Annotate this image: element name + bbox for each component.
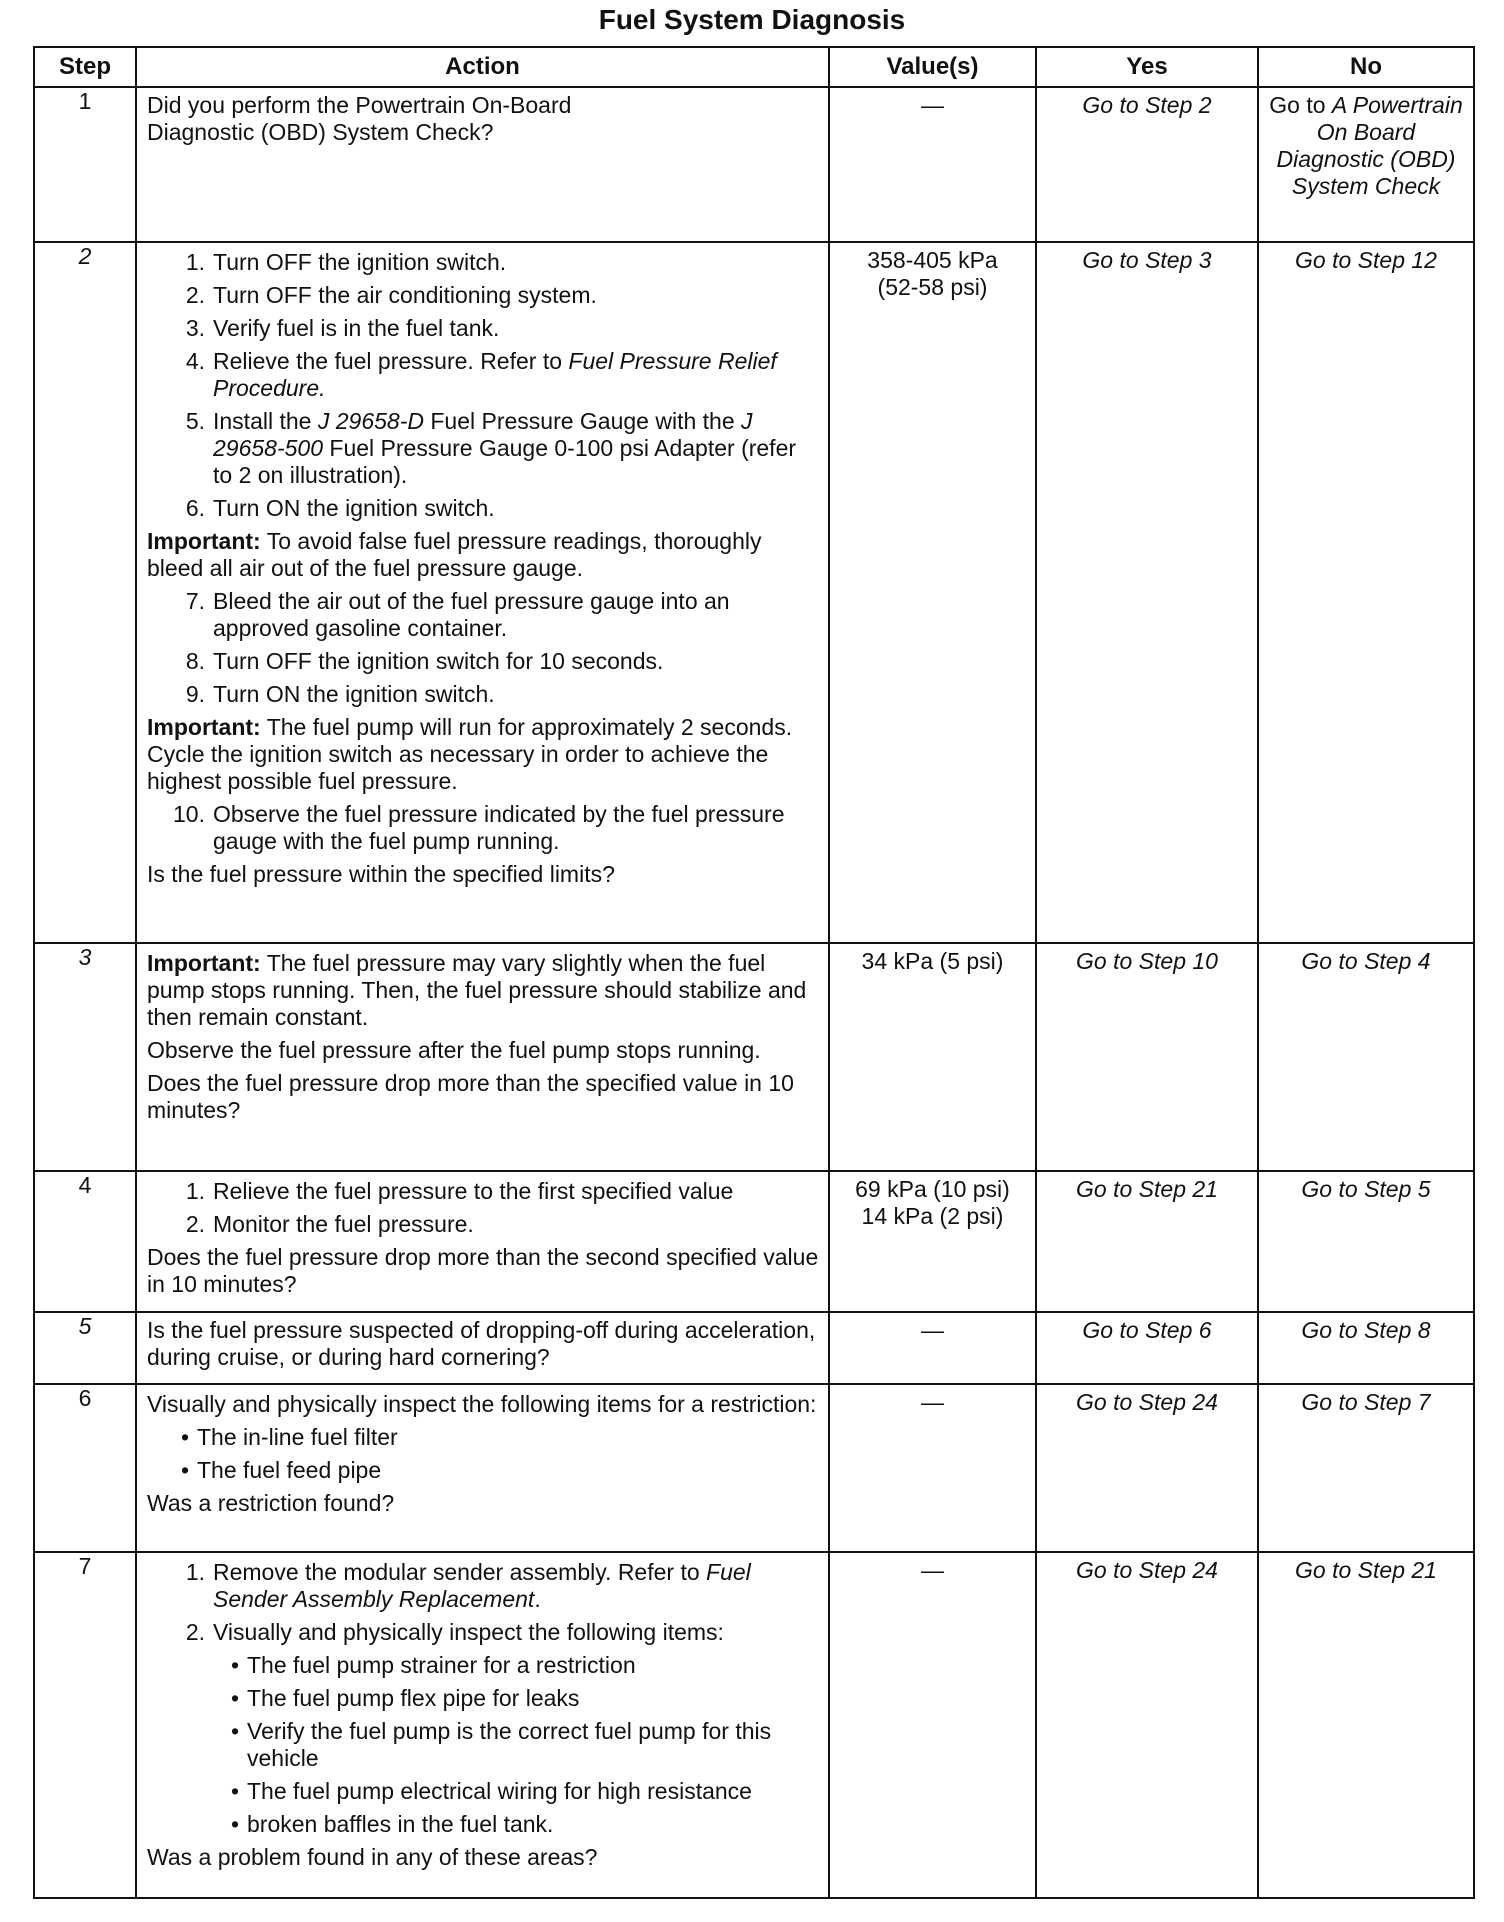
table-row-step-5 xyxy=(34,1312,1474,1384)
value-second: 14 kPa (2 psi) xyxy=(861,1203,1004,1229)
step-number: 5 xyxy=(34,1312,136,1384)
tool-number: J 29658-D xyxy=(317,408,424,434)
action-cell xyxy=(136,1171,829,1312)
list-item: • Verify the fuel pump is the correct fuel pump for this vehicle xyxy=(230,1718,772,1771)
header-no: No xyxy=(1258,47,1474,87)
yes-cell: Go to Step 6 xyxy=(1036,1312,1258,1384)
value-cell xyxy=(829,242,1036,943)
value-psi: (52-58 psi) xyxy=(877,274,988,300)
important-note: Important: To avoid false fuel pressure readings, thoroughly bleed all air out of the fuel pressure gauge. xyxy=(147,528,762,581)
step-number: 4 xyxy=(34,1171,136,1312)
list-item: 8. Turn OFF the ignition switch for 10 seconds. xyxy=(185,648,664,674)
no-cell: Go to Step 21 xyxy=(1258,1552,1474,1898)
value-cell: — xyxy=(829,87,1036,242)
list-item: 10. Observe the fuel pressure indicated by the fuel pressure gauge with the fuel pump running. xyxy=(173,801,785,854)
action-cell xyxy=(136,943,829,1171)
header-values: Value(s) xyxy=(829,47,1036,87)
obd-check-reference: A Powertrain On Board Diagnostic (OBD) System Check xyxy=(1276,92,1463,199)
fuel-pressure-relief-reference: Fuel Pressure Relief Procedure. xyxy=(213,348,777,401)
action-question: Does the fuel pressure drop more than the second specified value in 10 minutes? xyxy=(147,1244,819,1297)
list-item: 2. Turn OFF the air conditioning system. xyxy=(185,282,597,308)
no-cell: Go to Step 8 xyxy=(1258,1312,1474,1384)
header-action: Action xyxy=(136,47,829,87)
tool-number: J 29658-500 xyxy=(213,408,753,461)
yes-cell: Go to Step 10 xyxy=(1036,943,1258,1171)
list-item: 2. Monitor the fuel pressure. xyxy=(185,1211,474,1237)
list-item: 9. Turn ON the ignition switch. xyxy=(185,681,495,707)
list-item: • The fuel feed pipe xyxy=(180,1457,382,1483)
header-yes: Yes xyxy=(1036,47,1258,87)
action-text: Observe the fuel pressure after the fuel pump stops running. xyxy=(147,1037,761,1063)
action-question: Was a restriction found? xyxy=(147,1490,395,1516)
table-row-step-4 xyxy=(34,1171,1474,1312)
table-row-step-7 xyxy=(34,1552,1474,1898)
step-number: 3 xyxy=(34,943,136,1171)
no-cell: Go to Step 7 xyxy=(1258,1384,1474,1552)
step-number: 6 xyxy=(34,1384,136,1552)
value-cell: — xyxy=(829,1312,1036,1384)
list-item: 1. Remove the modular sender assembly. Refer to Fuel Sender Assembly Replacement. xyxy=(185,1559,751,1612)
action-cell xyxy=(136,1384,829,1552)
header-row xyxy=(34,47,1474,87)
action-question: Is the fuel pressure within the specified limits? xyxy=(147,861,615,887)
no-cell: Go to Step 4 xyxy=(1258,943,1474,1171)
step-number: 7 xyxy=(34,1552,136,1898)
list-item: • broken baffles in the fuel tank. xyxy=(230,1811,554,1837)
step-number: 1 xyxy=(34,87,136,242)
no-prefix: Go to xyxy=(1269,92,1332,118)
value-cell: — xyxy=(829,1384,1036,1552)
yes-cell: Go to Step 21 xyxy=(1036,1171,1258,1312)
sender-replacement-reference: Fuel Sender Assembly Replacement xyxy=(213,1559,751,1612)
table-row-step-3 xyxy=(34,943,1474,1171)
important-note: Important: The fuel pump will run for approximately 2 seconds. Cycle the ignition switch as necessary in order to achieve the highest possible fuel pressure. xyxy=(147,714,793,794)
list-item: • The fuel pump electrical wiring for high resistance xyxy=(230,1778,752,1804)
action-cell xyxy=(136,1312,829,1384)
important-note: Important: The fuel pressure may vary slightly when the fuel pump stops running. Then, the fuel pressure should stabilize and then remain constant. xyxy=(147,950,807,1030)
value-cell xyxy=(829,1171,1036,1312)
list-item: 5. Install the J 29658-D Fuel Pressure Gauge with the J 29658-500 Fuel Pressure Gauge 0-100 psi Adapter (refer to 2 on illustration). xyxy=(185,408,797,488)
action-cell xyxy=(136,87,829,242)
action-question: Is the fuel pressure suspected of dropping-off during acceleration, during cruise, or during hard cornering? xyxy=(147,1317,816,1370)
action-question: Was a problem found in any of these areas? xyxy=(147,1844,598,1870)
list-item: 4. Relieve the fuel pressure. Refer to Fuel Pressure Relief Procedure. xyxy=(185,348,777,401)
list-item: 1. Turn OFF the ignition switch. xyxy=(185,249,507,275)
value-first: 69 kPa (10 psi) xyxy=(855,1176,1010,1202)
action-cell xyxy=(136,242,829,943)
table-row-step-6 xyxy=(34,1384,1474,1552)
list-item: • The fuel pump strainer for a restriction xyxy=(230,1652,636,1678)
step-number: 2 xyxy=(34,242,136,943)
header-step: Step xyxy=(34,47,136,87)
list-item: 2. Visually and physically inspect the following items: xyxy=(185,1619,724,1645)
table-row-step-2 xyxy=(34,242,1474,943)
yes-cell: Go to Step 24 xyxy=(1036,1552,1258,1898)
list-item: • The fuel pump flex pipe for leaks xyxy=(230,1685,580,1711)
diagnosis-table xyxy=(33,46,1475,1899)
no-cell xyxy=(1258,87,1474,242)
list-item: 3. Verify fuel is in the fuel tank. xyxy=(185,315,500,341)
table-row-step-1 xyxy=(34,87,1474,242)
list-item: • The in-line fuel filter xyxy=(180,1424,398,1450)
list-item: 7. Bleed the air out of the fuel pressure gauge into an approved gasoline container. xyxy=(185,588,730,641)
no-cell: Go to Step 5 xyxy=(1258,1171,1474,1312)
yes-cell: Go to Step 24 xyxy=(1036,1384,1258,1552)
value-cell: — xyxy=(829,1552,1036,1898)
page-title: Fuel System Diagnosis xyxy=(598,4,906,35)
no-cell: Go to Step 12 xyxy=(1258,242,1474,943)
value-cell: 34 kPa (5 psi) xyxy=(829,943,1036,1171)
action-text: Visually and physically inspect the following items for a restriction: xyxy=(147,1391,817,1417)
yes-cell: Go to Step 3 xyxy=(1036,242,1258,943)
yes-cell: Go to Step 2 xyxy=(1036,87,1258,242)
action-question: Did you perform the Powertrain On-Board Diagnostic (OBD) System Check? xyxy=(147,92,572,145)
value-kpa: 358-405 kPa xyxy=(867,247,998,273)
list-item: 1. Relieve the fuel pressure to the first specified value xyxy=(185,1178,734,1204)
action-question: Does the fuel pressure drop more than the specified value in 10 minutes? xyxy=(147,1070,794,1123)
action-cell xyxy=(136,1552,829,1898)
list-item: 6. Turn ON the ignition switch. xyxy=(185,495,495,521)
